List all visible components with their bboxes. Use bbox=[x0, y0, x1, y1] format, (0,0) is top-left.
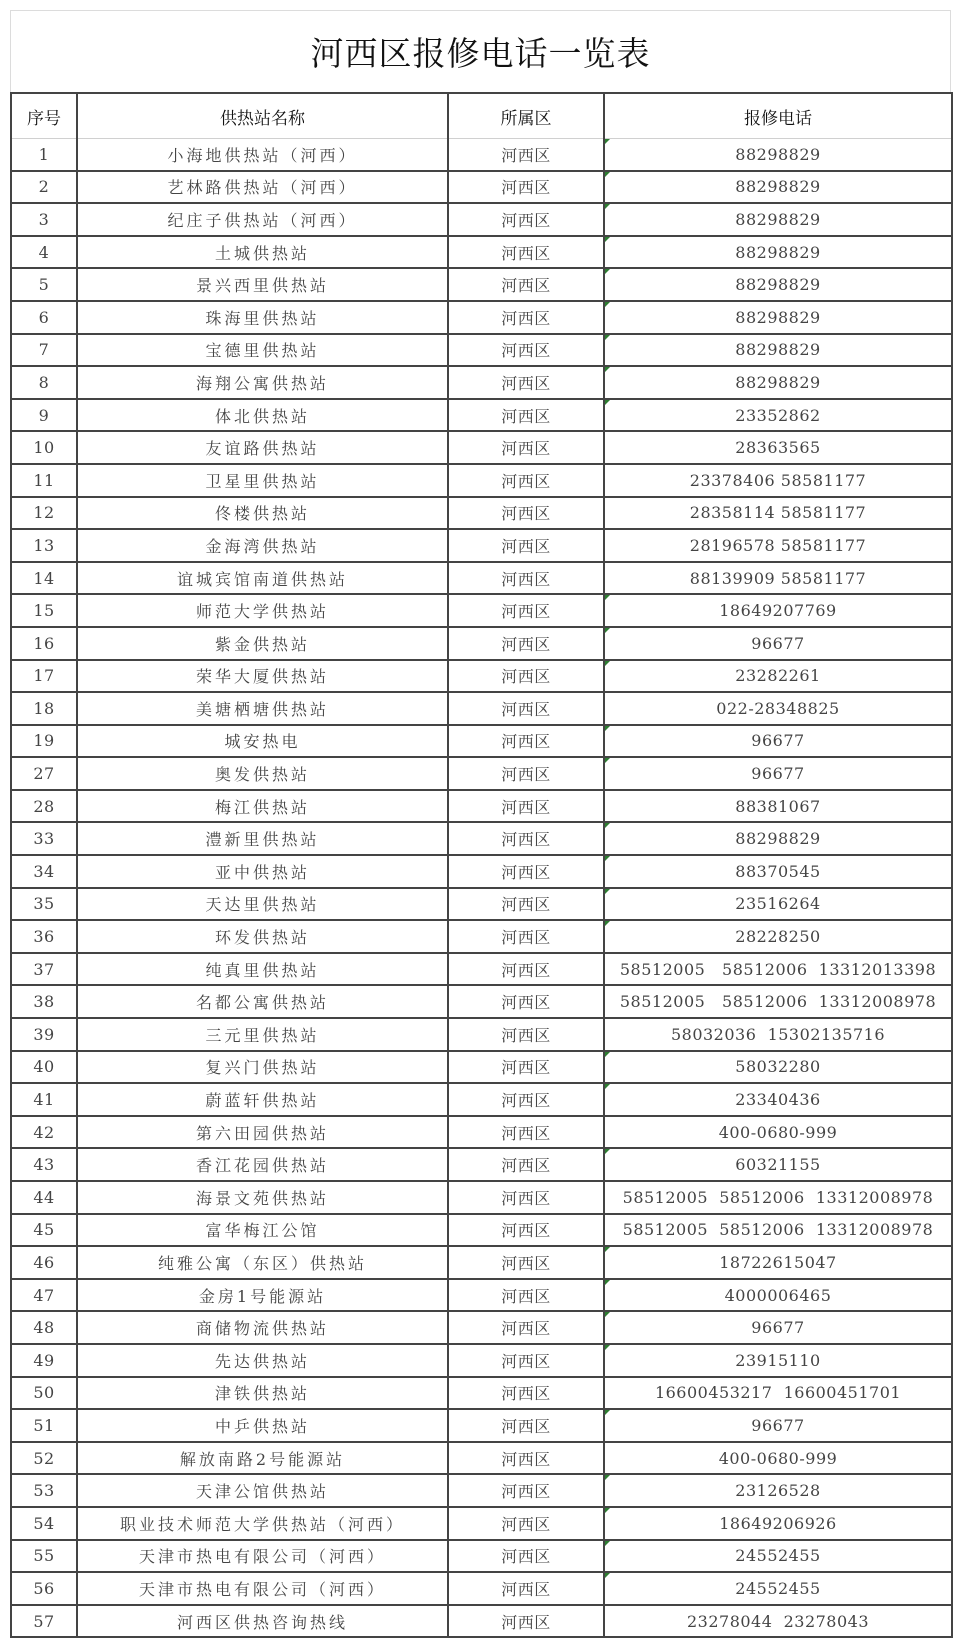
row-number-cell: 1 bbox=[11, 139, 77, 171]
row-number-cell: 39 bbox=[11, 1018, 77, 1051]
row-number-cell: 11 bbox=[11, 464, 77, 497]
repair-phone-cell: 88370545 bbox=[604, 855, 952, 888]
station-name-cell: 先达供热站 bbox=[77, 1344, 448, 1377]
table-row bbox=[11, 1344, 952, 1377]
row-number-cell: 43 bbox=[11, 1148, 77, 1181]
repair-phone-cell: 18722615047 bbox=[604, 1246, 952, 1279]
table-row bbox=[11, 464, 952, 497]
station-name-cell: 纪庄子供热站（河西） bbox=[77, 203, 448, 236]
table-row bbox=[11, 1311, 952, 1344]
table-row bbox=[11, 366, 952, 399]
station-name-cell: 城安热电 bbox=[77, 725, 448, 758]
table-row bbox=[11, 725, 952, 758]
district-cell: 河西区 bbox=[448, 1018, 604, 1051]
station-name-cell: 海翔公寓供热站 bbox=[77, 366, 448, 399]
row-number-cell: 34 bbox=[11, 855, 77, 888]
row-number-cell: 28 bbox=[11, 790, 77, 823]
repair-phone-cell: 88298829 bbox=[604, 822, 952, 855]
repair-phone-cell: 23516264 bbox=[604, 888, 952, 921]
table-row bbox=[11, 431, 952, 464]
repair-phone-cell: 28196578 58581177 bbox=[604, 529, 952, 562]
district-cell: 河西区 bbox=[448, 888, 604, 921]
row-number-cell: 8 bbox=[11, 366, 77, 399]
title-cell bbox=[10, 10, 951, 92]
row-number-cell: 41 bbox=[11, 1083, 77, 1116]
station-name-cell: 土城供热站 bbox=[77, 236, 448, 269]
station-name-cell: 解放南路2号能源站 bbox=[77, 1442, 448, 1475]
station-name-cell: 梅江供热站 bbox=[77, 790, 448, 823]
station-name-cell: 复兴门供热站 bbox=[77, 1051, 448, 1084]
table-row bbox=[11, 139, 952, 171]
district-cell: 河西区 bbox=[448, 301, 604, 334]
district-cell: 河西区 bbox=[448, 1540, 604, 1573]
repair-phone-cell: 4000006465 bbox=[604, 1279, 952, 1312]
district-cell: 河西区 bbox=[448, 953, 604, 986]
row-number-cell: 10 bbox=[11, 431, 77, 464]
station-name-cell: 师范大学供热站 bbox=[77, 594, 448, 627]
repair-phone-cell: 58512005 58512006 13312013398 bbox=[604, 953, 952, 986]
row-number-cell: 49 bbox=[11, 1344, 77, 1377]
row-number-cell: 51 bbox=[11, 1409, 77, 1442]
table-row bbox=[11, 1377, 952, 1410]
district-cell: 河西区 bbox=[448, 1051, 604, 1084]
district-cell: 河西区 bbox=[448, 985, 604, 1018]
row-number-cell: 5 bbox=[11, 268, 77, 301]
table-row bbox=[11, 627, 952, 660]
repair-phone-cell: 23126528 bbox=[604, 1474, 952, 1507]
table-body bbox=[11, 139, 952, 1638]
repair-phone-cell: 18649207769 bbox=[604, 594, 952, 627]
station-name-cell: 名都公寓供热站 bbox=[77, 985, 448, 1018]
table-row bbox=[11, 301, 952, 334]
row-number-cell: 14 bbox=[11, 562, 77, 595]
station-name-cell: 艺林路供热站（河西） bbox=[77, 171, 448, 204]
repair-phone-cell: 88298829 bbox=[604, 268, 952, 301]
row-number-cell: 56 bbox=[11, 1572, 77, 1605]
table-row bbox=[11, 268, 952, 301]
row-number-cell: 16 bbox=[11, 627, 77, 660]
table-row bbox=[11, 1148, 952, 1181]
table-row bbox=[11, 1474, 952, 1507]
table-row bbox=[11, 855, 952, 888]
district-cell: 河西区 bbox=[448, 464, 604, 497]
repair-phone-cell: 022-28348825 bbox=[604, 692, 952, 725]
table-row bbox=[11, 1409, 952, 1442]
station-name-cell: 天津公馆供热站 bbox=[77, 1474, 448, 1507]
station-name-cell: 第六田园供热站 bbox=[77, 1116, 448, 1149]
row-number-cell: 46 bbox=[11, 1246, 77, 1279]
table-row bbox=[11, 660, 952, 693]
table-row bbox=[11, 1051, 952, 1084]
station-name-cell: 香江花园供热站 bbox=[77, 1148, 448, 1181]
station-name-cell: 珠海里供热站 bbox=[77, 301, 448, 334]
row-number-cell: 48 bbox=[11, 1311, 77, 1344]
row-number-cell: 52 bbox=[11, 1442, 77, 1475]
repair-phone-cell: 28358114 58581177 bbox=[604, 497, 952, 530]
row-number-cell: 57 bbox=[11, 1605, 77, 1638]
table-row bbox=[11, 692, 952, 725]
repair-phone-cell: 88298829 bbox=[604, 203, 952, 236]
row-number-cell: 36 bbox=[11, 920, 77, 953]
table-row bbox=[11, 1214, 952, 1247]
repair-phone-cell: 88298829 bbox=[604, 236, 952, 269]
repair-phone-cell: 88298829 bbox=[604, 171, 952, 204]
district-cell: 河西区 bbox=[448, 1344, 604, 1377]
station-name-cell: 河西区供热咨询热线 bbox=[77, 1605, 448, 1638]
repair-phone-cell: 23352862 bbox=[604, 399, 952, 432]
repair-phone-cell: 23282261 bbox=[604, 660, 952, 693]
table-row bbox=[11, 236, 952, 269]
station-name-cell: 卫星里供热站 bbox=[77, 464, 448, 497]
repair-phone-cell: 88139909 58581177 bbox=[604, 562, 952, 595]
column-header-station-name: 供热站名称 bbox=[77, 93, 448, 139]
column-header-repair-phone: 报修电话 bbox=[604, 93, 952, 139]
station-name-cell: 天达里供热站 bbox=[77, 888, 448, 921]
row-number-cell: 40 bbox=[11, 1051, 77, 1084]
station-name-cell: 津铁供热站 bbox=[77, 1377, 448, 1410]
table-row bbox=[11, 1540, 952, 1573]
station-name-cell: 天津市热电有限公司（河西） bbox=[77, 1540, 448, 1573]
district-cell: 河西区 bbox=[448, 1116, 604, 1149]
repair-phone-cell: 16600453217 16600451701 bbox=[604, 1377, 952, 1410]
repair-phone-cell: 88298829 bbox=[604, 334, 952, 367]
station-name-cell: 美塘栖塘供热站 bbox=[77, 692, 448, 725]
row-number-cell: 9 bbox=[11, 399, 77, 432]
station-name-cell: 纯雅公寓（东区）供热站 bbox=[77, 1246, 448, 1279]
row-number-cell: 18 bbox=[11, 692, 77, 725]
row-number-cell: 44 bbox=[11, 1181, 77, 1214]
district-cell: 河西区 bbox=[448, 920, 604, 953]
row-number-cell: 7 bbox=[11, 334, 77, 367]
table-row bbox=[11, 1116, 952, 1149]
row-number-cell: 17 bbox=[11, 660, 77, 693]
repair-phone-cell: 96677 bbox=[604, 757, 952, 790]
table-row bbox=[11, 334, 952, 367]
district-cell: 河西区 bbox=[448, 139, 604, 171]
table-row bbox=[11, 985, 952, 1018]
column-header-district: 所属区 bbox=[448, 93, 604, 139]
station-name-cell: 体北供热站 bbox=[77, 399, 448, 432]
repair-phone-cell: 96677 bbox=[604, 1409, 952, 1442]
station-name-cell: 蔚蓝轩供热站 bbox=[77, 1083, 448, 1116]
row-number-cell: 13 bbox=[11, 529, 77, 562]
repair-phone-cell: 88298829 bbox=[604, 301, 952, 334]
repair-phone-cell: 96677 bbox=[604, 725, 952, 758]
row-number-cell: 12 bbox=[11, 497, 77, 530]
station-name-cell: 商储物流供热站 bbox=[77, 1311, 448, 1344]
repair-phone-cell: 400-0680-999 bbox=[604, 1442, 952, 1475]
district-cell: 河西区 bbox=[448, 203, 604, 236]
district-cell: 河西区 bbox=[448, 790, 604, 823]
district-cell: 河西区 bbox=[448, 594, 604, 627]
table-row bbox=[11, 399, 952, 432]
row-number-cell: 35 bbox=[11, 888, 77, 921]
station-name-cell: 宝德里供热站 bbox=[77, 334, 448, 367]
district-cell: 河西区 bbox=[448, 268, 604, 301]
district-cell: 河西区 bbox=[448, 399, 604, 432]
table-row bbox=[11, 757, 952, 790]
row-number-cell: 47 bbox=[11, 1279, 77, 1312]
district-cell: 河西区 bbox=[448, 1572, 604, 1605]
table-row bbox=[11, 790, 952, 823]
repair-phone-cell: 58032280 bbox=[604, 1051, 952, 1084]
row-number-cell: 45 bbox=[11, 1214, 77, 1247]
district-cell: 河西区 bbox=[448, 171, 604, 204]
repair-phone-cell: 96677 bbox=[604, 627, 952, 660]
district-cell: 河西区 bbox=[448, 1442, 604, 1475]
repair-phone-cell: 400-0680-999 bbox=[604, 1116, 952, 1149]
station-name-cell: 谊城宾馆南道供热站 bbox=[77, 562, 448, 595]
table-row bbox=[11, 888, 952, 921]
district-cell: 河西区 bbox=[448, 692, 604, 725]
row-number-cell: 55 bbox=[11, 1540, 77, 1573]
station-name-cell: 三元里供热站 bbox=[77, 1018, 448, 1051]
station-name-cell: 紫金供热站 bbox=[77, 627, 448, 660]
district-cell: 河西区 bbox=[448, 725, 604, 758]
station-name-cell: 中乒供热站 bbox=[77, 1409, 448, 1442]
table-row bbox=[11, 1279, 952, 1312]
page-title: 河西区报修电话一览表 bbox=[310, 34, 651, 73]
repair-phone-table bbox=[10, 92, 953, 1638]
station-name-cell: 金海湾供热站 bbox=[77, 529, 448, 562]
row-number-cell: 50 bbox=[11, 1377, 77, 1410]
row-number-cell: 38 bbox=[11, 985, 77, 1018]
row-number-cell: 54 bbox=[11, 1507, 77, 1540]
repair-phone-cell: 58512005 58512006 13312008978 bbox=[604, 1181, 952, 1214]
district-cell: 河西区 bbox=[448, 1148, 604, 1181]
station-name-cell: 纯真里供热站 bbox=[77, 953, 448, 986]
repair-phone-cell: 60321155 bbox=[604, 1148, 952, 1181]
table-row bbox=[11, 1246, 952, 1279]
station-name-cell: 荣华大厦供热站 bbox=[77, 660, 448, 693]
repair-phone-cell: 23340436 bbox=[604, 1083, 952, 1116]
station-name-cell: 佟楼供热站 bbox=[77, 497, 448, 530]
row-number-cell: 19 bbox=[11, 725, 77, 758]
district-cell: 河西区 bbox=[448, 660, 604, 693]
repair-phone-cell: 18649206926 bbox=[604, 1507, 952, 1540]
station-name-cell: 澧新里供热站 bbox=[77, 822, 448, 855]
repair-phone-cell: 23278044 23278043 bbox=[604, 1605, 952, 1638]
repair-phone-cell: 88298829 bbox=[604, 139, 952, 171]
station-name-cell: 亚中供热站 bbox=[77, 855, 448, 888]
table-row bbox=[11, 1507, 952, 1540]
repair-phone-cell: 23915110 bbox=[604, 1344, 952, 1377]
station-name-cell: 职业技术师范大学供热站（河西） bbox=[77, 1507, 448, 1540]
table-row bbox=[11, 1018, 952, 1051]
table-row bbox=[11, 497, 952, 530]
district-cell: 河西区 bbox=[448, 497, 604, 530]
district-cell: 河西区 bbox=[448, 529, 604, 562]
repair-phone-cell: 28363565 bbox=[604, 431, 952, 464]
station-name-cell: 金房1号能源站 bbox=[77, 1279, 448, 1312]
district-cell: 河西区 bbox=[448, 1214, 604, 1247]
district-cell: 河西区 bbox=[448, 1083, 604, 1116]
station-name-cell: 奥发供热站 bbox=[77, 757, 448, 790]
district-cell: 河西区 bbox=[448, 1474, 604, 1507]
district-cell: 河西区 bbox=[448, 1377, 604, 1410]
repair-phone-sheet bbox=[10, 10, 951, 1638]
row-number-cell: 53 bbox=[11, 1474, 77, 1507]
table-row bbox=[11, 562, 952, 595]
table-header-row bbox=[11, 93, 952, 139]
district-cell: 河西区 bbox=[448, 1246, 604, 1279]
row-number-cell: 6 bbox=[11, 301, 77, 334]
district-cell: 河西区 bbox=[448, 822, 604, 855]
station-name-cell: 景兴西里供热站 bbox=[77, 268, 448, 301]
row-number-cell: 15 bbox=[11, 594, 77, 627]
repair-phone-cell: 58512005 58512006 13312008978 bbox=[604, 985, 952, 1018]
district-cell: 河西区 bbox=[448, 1409, 604, 1442]
district-cell: 河西区 bbox=[448, 627, 604, 660]
repair-phone-cell: 28228250 bbox=[604, 920, 952, 953]
repair-phone-cell: 88298829 bbox=[604, 366, 952, 399]
district-cell: 河西区 bbox=[448, 366, 604, 399]
row-number-cell: 2 bbox=[11, 171, 77, 204]
row-number-cell: 33 bbox=[11, 822, 77, 855]
table-row bbox=[11, 171, 952, 204]
repair-phone-cell: 96677 bbox=[604, 1311, 952, 1344]
table-row bbox=[11, 822, 952, 855]
table-row bbox=[11, 920, 952, 953]
repair-phone-cell: 24552455 bbox=[604, 1572, 952, 1605]
repair-phone-cell: 58032036 15302135716 bbox=[604, 1018, 952, 1051]
table-row bbox=[11, 1442, 952, 1475]
district-cell: 河西区 bbox=[448, 431, 604, 464]
district-cell: 河西区 bbox=[448, 1311, 604, 1344]
row-number-cell: 37 bbox=[11, 953, 77, 986]
station-name-cell: 天津市热电有限公司（河西） bbox=[77, 1572, 448, 1605]
repair-phone-cell: 58512005 58512006 13312008978 bbox=[604, 1214, 952, 1247]
district-cell: 河西区 bbox=[448, 1605, 604, 1638]
district-cell: 河西区 bbox=[448, 562, 604, 595]
row-number-cell: 27 bbox=[11, 757, 77, 790]
row-number-cell: 42 bbox=[11, 1116, 77, 1149]
table-row bbox=[11, 1083, 952, 1116]
station-name-cell: 富华梅江公馆 bbox=[77, 1214, 448, 1247]
district-cell: 河西区 bbox=[448, 1279, 604, 1312]
district-cell: 河西区 bbox=[448, 1181, 604, 1214]
district-cell: 河西区 bbox=[448, 855, 604, 888]
station-name-cell: 环发供热站 bbox=[77, 920, 448, 953]
repair-phone-cell: 24552455 bbox=[604, 1540, 952, 1573]
table-row bbox=[11, 1605, 952, 1638]
district-cell: 河西区 bbox=[448, 236, 604, 269]
repair-phone-cell: 88381067 bbox=[604, 790, 952, 823]
district-cell: 河西区 bbox=[448, 757, 604, 790]
station-name-cell: 友谊路供热站 bbox=[77, 431, 448, 464]
district-cell: 河西区 bbox=[448, 334, 604, 367]
table-row bbox=[11, 953, 952, 986]
table-row bbox=[11, 1572, 952, 1605]
table-row bbox=[11, 1181, 952, 1214]
table-row bbox=[11, 594, 952, 627]
column-header-no: 序号 bbox=[11, 93, 77, 139]
district-cell: 河西区 bbox=[448, 1507, 604, 1540]
station-name-cell: 小海地供热站（河西） bbox=[77, 139, 448, 171]
table-row bbox=[11, 203, 952, 236]
row-number-cell: 4 bbox=[11, 236, 77, 269]
row-number-cell: 3 bbox=[11, 203, 77, 236]
table-row bbox=[11, 529, 952, 562]
station-name-cell: 海景文苑供热站 bbox=[77, 1181, 448, 1214]
repair-phone-cell: 23378406 58581177 bbox=[604, 464, 952, 497]
